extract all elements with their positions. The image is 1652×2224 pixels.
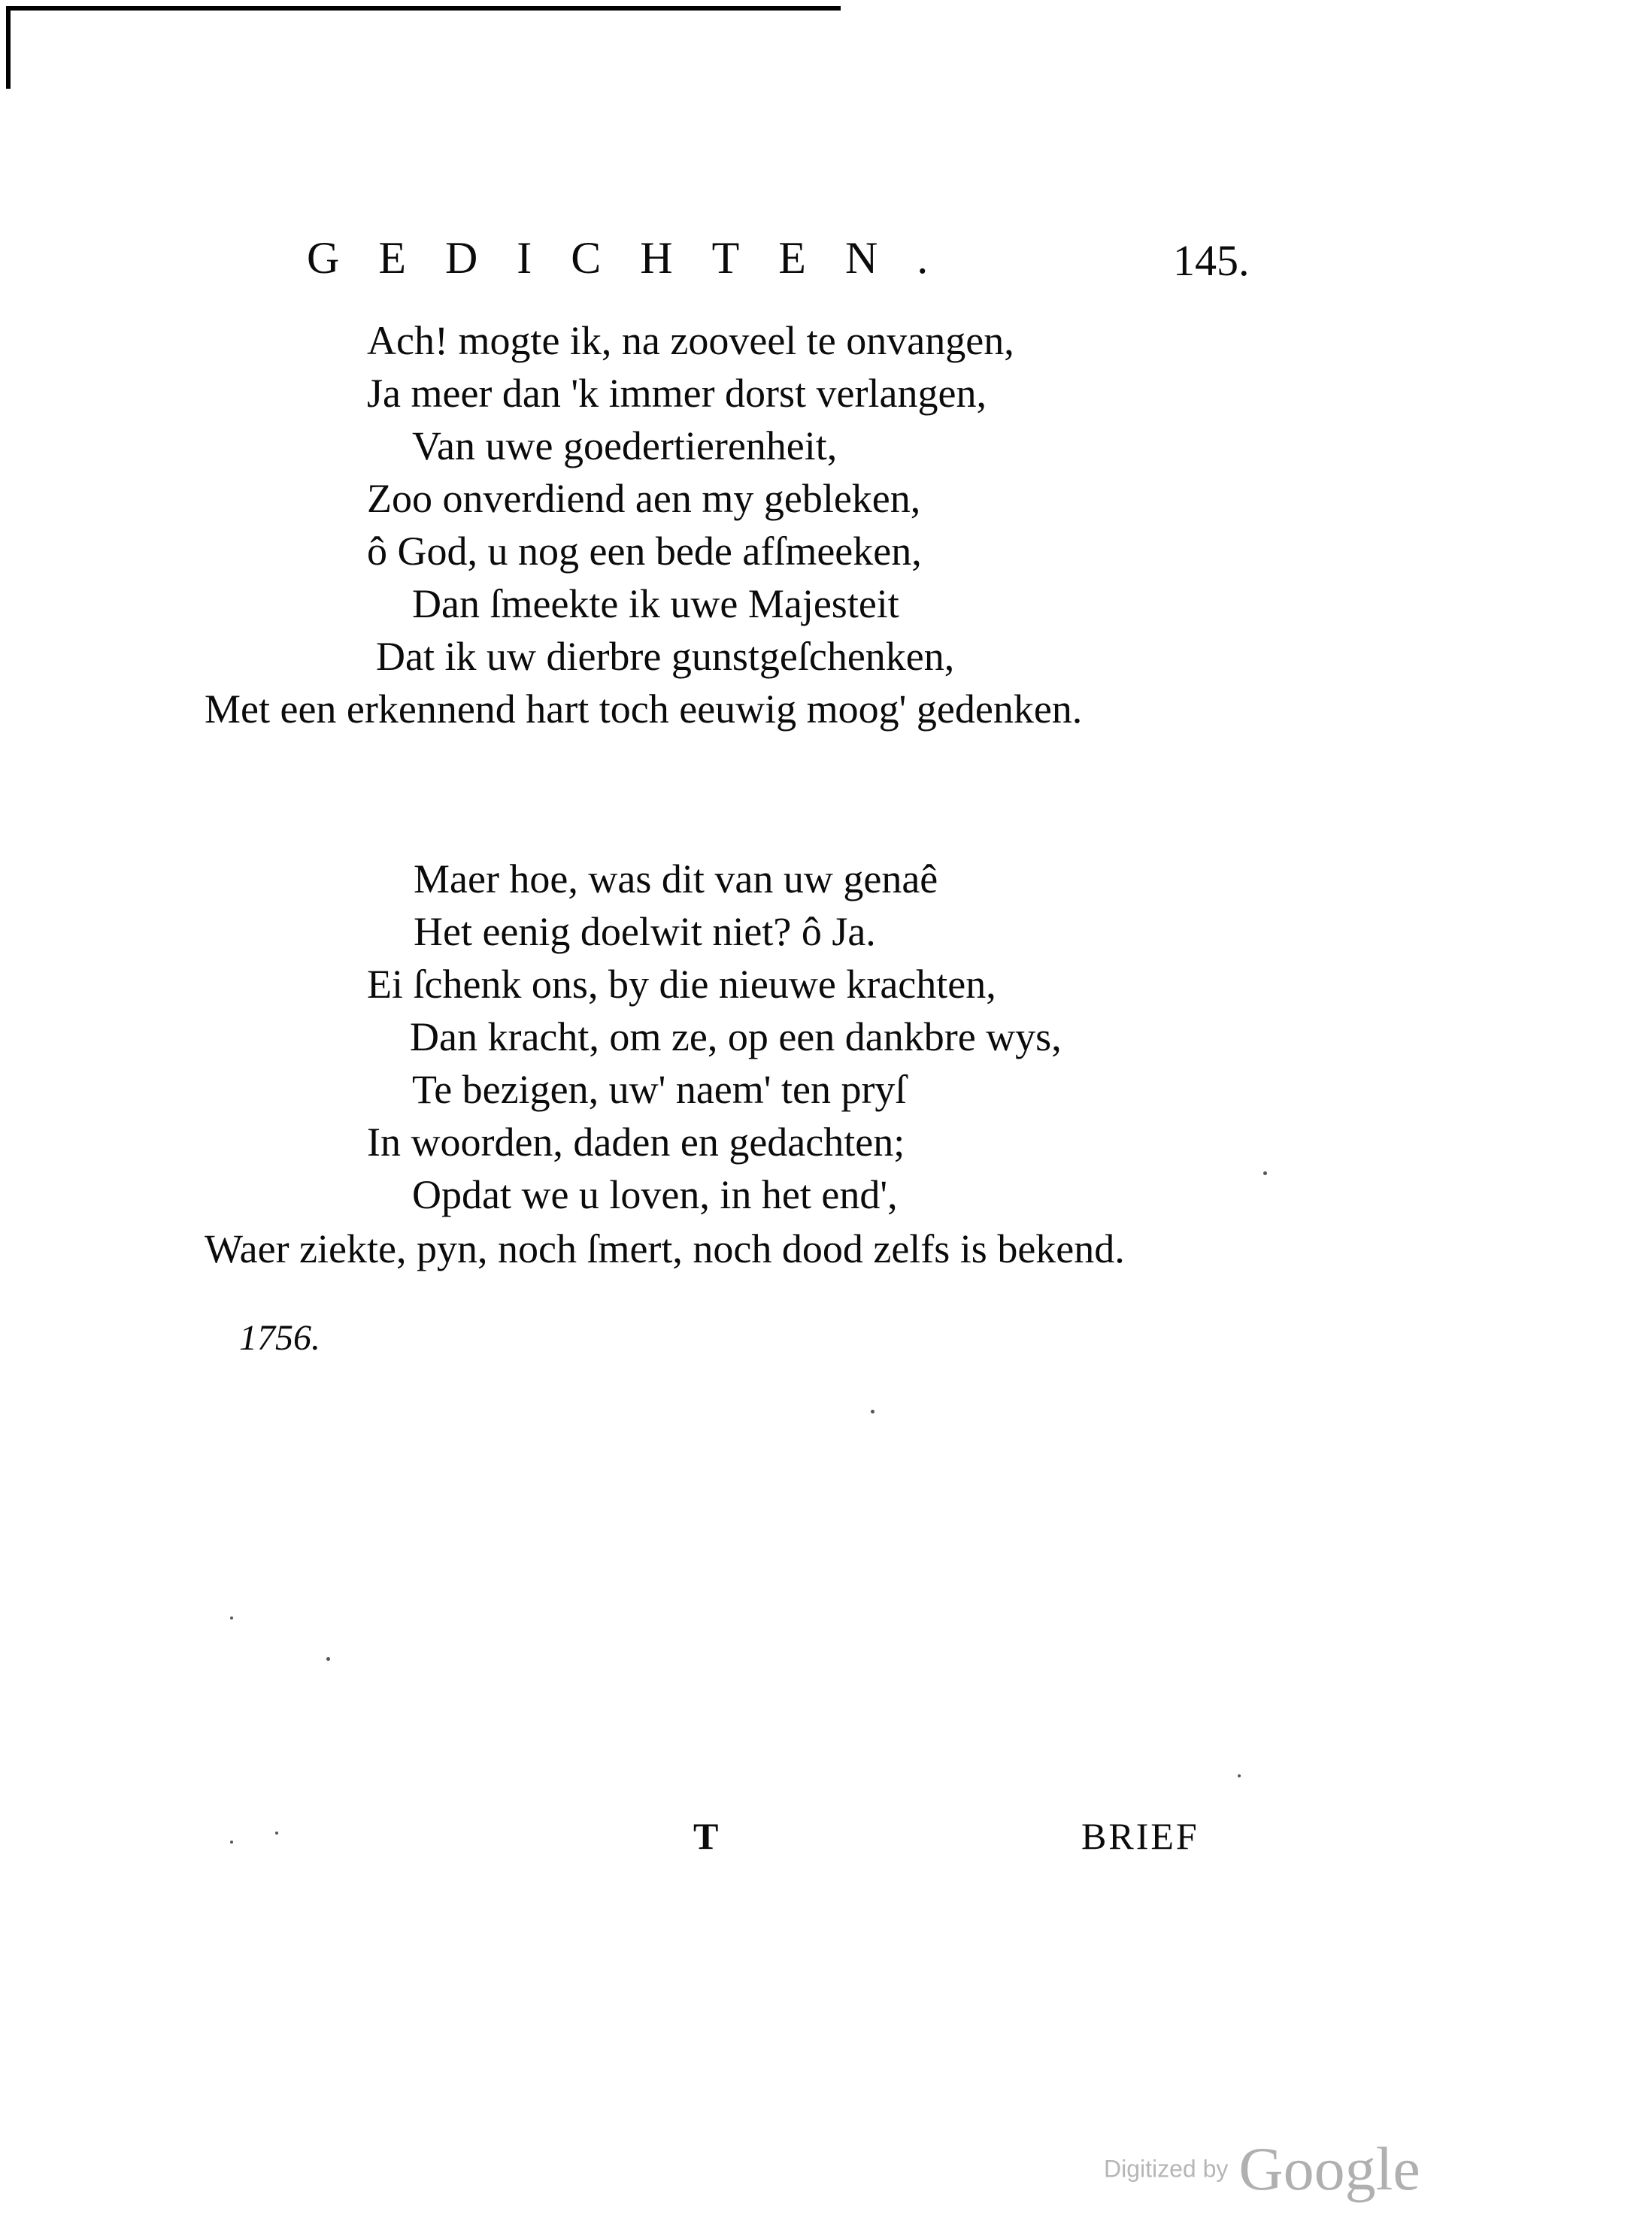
scan-speck	[326, 1657, 330, 1661]
verse-line: Maer hoe, was dit van uw genaê	[414, 856, 938, 901]
year: 1756.	[239, 1318, 320, 1358]
digitized-by-google-watermark	[1104, 2134, 1420, 2204]
signature-mark: T	[693, 1815, 719, 1857]
verse-line: Te bezigen, uw' naem' ten pryſ	[412, 1067, 907, 1112]
verse-line: Ei ſchenk ons, by die nieuwe krachten,	[367, 962, 996, 1007]
watermark-prefix: Digitized by	[1104, 2155, 1229, 2183]
verse-line: Ja meer dan 'k immer dorst verlangen,	[367, 371, 987, 416]
verse-line: ô God, u nog een bede afſmeeken,	[367, 529, 922, 574]
verse-line: Waer ziekte, pyn, noch ſmert, noch dood zelfs is bekend.	[205, 1226, 1125, 1271]
scan-border-left	[6, 6, 11, 89]
google-logo-text: Google	[1238, 2135, 1420, 2203]
verse-line: Dat ik uw dierbre gunstgeſchenken,	[376, 634, 955, 679]
verse-line: Het eenig doelwit niet? ô Ja.	[414, 909, 876, 954]
scan-speck	[1263, 1171, 1267, 1175]
verse-line: Opdat we u loven, in het end',	[412, 1172, 898, 1217]
scan-speck	[1238, 1774, 1241, 1777]
verse-line: Dan kracht, om ze, op een dankbre wys,	[410, 1014, 1062, 1059]
verse-line: In woorden, daden en gedachten;	[367, 1120, 905, 1165]
scan-border-top	[6, 6, 841, 11]
catchword: BRIEF	[1081, 1815, 1199, 1857]
scan-speck	[230, 1841, 233, 1844]
scan-speck	[275, 1832, 278, 1835]
verse-line: Met een erkennend hart toch eeuwig moog' gedenken.	[205, 686, 1083, 732]
verse-line: Ach! mogte ik, na zooveel te onvangen,	[367, 318, 1014, 363]
running-title: GEDICHTEN.	[307, 233, 968, 283]
scan-speck	[871, 1410, 874, 1413]
verse-line: Zoo onverdiend aen my gebleken,	[367, 476, 921, 521]
scan-speck	[230, 1616, 233, 1620]
verse-line: Van uwe goedertierenheit,	[412, 423, 838, 468]
verse-line: Dan ſmeekte ik uwe Majesteit	[412, 581, 899, 626]
page-number: 145.	[1173, 236, 1250, 285]
